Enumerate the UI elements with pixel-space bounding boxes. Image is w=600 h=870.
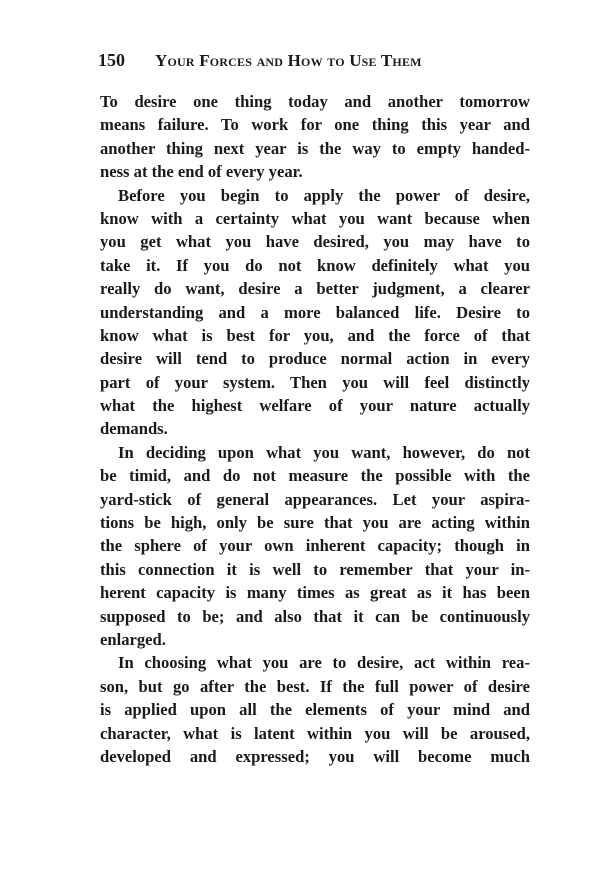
text-line: son, but go after the best. If the full power of desire [100,676,530,696]
text-line: is applied upon all the elements of your mind and [100,700,530,720]
text-line: ness at the end of every year. [100,162,303,182]
text-line: know with a certainty what you want because when [100,208,530,228]
text-line: tions be high, only be sure that you are acting within [100,513,530,533]
text-line: another thing next year is the way to empty handed- [100,138,530,158]
text-line: In deciding upon what you want, however, do not [118,442,530,462]
text-line: developed and expressed; you will become much [100,746,530,766]
page-number: 150 [98,50,125,70]
text-line: this connection it is well to remember that your in- [100,559,530,579]
text-line: yard-stick of general appearances. Let your aspira- [100,489,530,509]
text-line: character, what is latent within you will be aroused, [100,723,530,743]
text-line: really do want, desire a better judgment, a clearer [100,279,530,299]
text-line: you get what you have desired, you may have to [100,232,530,252]
text-line: supposed to be; and also that it can be continuously [100,606,530,626]
text-line: desire will tend to produce normal action in every [100,349,530,369]
text-line: part of your system. Then you will feel distinctly [100,372,530,392]
running-title: Your Forces and How to Use Them [155,51,422,70]
text-line: means failure. To work for one thing this year and [100,115,530,135]
body-text [100,90,530,768]
text-line: understanding and a more balanced life. Desire to [100,302,530,322]
text-line: Before you begin to apply the power of desire, [118,185,530,205]
text-line: be timid, and do not measure the possible with the [100,466,530,486]
text-line: To desire one thing today and another tomorrow [100,92,530,111]
text-line: enlarged. [100,629,166,649]
text-line: demands. [100,419,168,439]
text-line: know what is best for you, and the force of that [100,325,530,345]
text-line: In choosing what you are to desire, act within rea- [118,653,530,673]
text-line: what the highest welfare of your nature actually [100,396,530,416]
running-head [98,50,530,74]
text-line: take it. If you do not know definitely what you [100,255,530,275]
text-line: the sphere of your own inherent capacity; though in [100,536,530,556]
text-line: herent capacity is many times as great as it has been [100,583,530,603]
